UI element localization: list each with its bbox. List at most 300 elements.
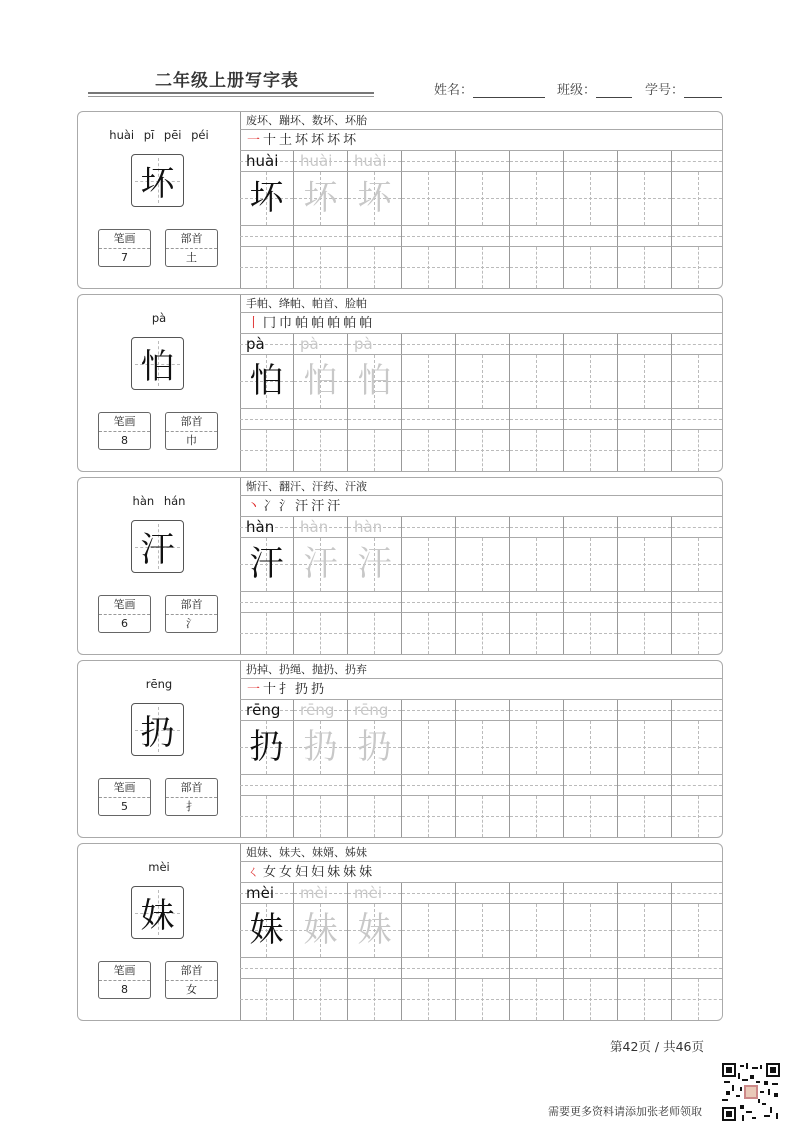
example-words: 废坏、蹦坏、数坏、坏胎	[240, 112, 722, 130]
character-cell[interactable]	[510, 613, 564, 654]
character-info-panel	[78, 478, 241, 654]
pinyin-cell[interactable]	[456, 151, 510, 172]
character-cell[interactable]	[294, 355, 348, 409]
character-cell[interactable]	[348, 247, 402, 288]
main-character: 汗	[140, 530, 175, 570]
pinyin-cell[interactable]	[510, 592, 564, 613]
pinyin-cell[interactable]	[618, 883, 672, 904]
radical-box	[165, 961, 218, 999]
pinyin-cell[interactable]	[564, 409, 618, 430]
pinyin-cell[interactable]	[672, 517, 722, 538]
pinyin-cell[interactable]	[672, 151, 722, 172]
stroke-step: 坏	[295, 133, 310, 148]
pinyin-cell[interactable]	[294, 151, 348, 172]
character-cell[interactable]	[348, 430, 402, 471]
pinyin-model: rēng	[246, 701, 281, 719]
pinyin-model: mèi	[246, 884, 275, 902]
stroke-step: 一	[247, 133, 262, 148]
character-trace: 怕	[357, 361, 392, 401]
character-cell[interactable]	[402, 247, 456, 288]
character-cell[interactable]	[402, 355, 456, 409]
pinyin-cell[interactable]	[672, 592, 722, 613]
stroke-count-value: 6	[121, 617, 128, 630]
character-cell[interactable]	[672, 796, 722, 837]
radical-label: 部首	[166, 779, 217, 798]
stroke-step: 丨	[247, 316, 262, 331]
character-cell[interactable]	[672, 538, 722, 592]
character-cell[interactable]	[402, 979, 456, 1020]
character-cell[interactable]	[618, 721, 672, 775]
stroke-step: 扌	[279, 682, 294, 697]
page-number: 第42页 / 共46页	[610, 1039, 704, 1054]
character-cell[interactable]	[402, 538, 456, 592]
pinyin-cell[interactable]	[294, 517, 348, 538]
character-model: 汗	[249, 544, 284, 584]
pinyin-cell[interactable]	[510, 409, 564, 430]
pinyin-cell[interactable]	[240, 958, 294, 979]
pinyin-readings: pà	[151, 311, 167, 325]
stroke-step: 冂	[263, 316, 278, 331]
character-card	[77, 843, 723, 1021]
character-cell[interactable]	[564, 247, 618, 288]
pinyin-cell[interactable]	[240, 883, 294, 904]
pinyin-cell[interactable]	[294, 700, 348, 721]
character-cell[interactable]	[510, 538, 564, 592]
stroke-step: 帕	[343, 316, 358, 331]
name-field[interactable]	[434, 79, 545, 98]
character-cell[interactable]	[402, 721, 456, 775]
writing-grid[interactable]	[240, 151, 722, 288]
pinyin-cell[interactable]	[294, 958, 348, 979]
writing-grid[interactable]	[240, 334, 722, 471]
pinyin-cell[interactable]	[240, 517, 294, 538]
stroke-step: 坏	[327, 133, 342, 148]
pinyin-trace: rēng	[300, 701, 335, 719]
stroke-count-box	[98, 595, 151, 633]
pinyin-cell[interactable]	[348, 958, 402, 979]
character-model: 坏	[249, 178, 284, 218]
character-cell[interactable]	[672, 979, 722, 1020]
pinyin-cell[interactable]	[240, 151, 294, 172]
number-label: 学号：	[645, 83, 685, 98]
pinyin-cell[interactable]	[294, 226, 348, 247]
class-blank[interactable]	[596, 85, 632, 98]
pinyin-cell[interactable]	[510, 151, 564, 172]
character-cell[interactable]	[240, 721, 294, 775]
pinyin-cell[interactable]	[564, 151, 618, 172]
stroke-step: 帕	[311, 316, 326, 331]
character-cell[interactable]	[294, 796, 348, 837]
practice-panel	[240, 661, 722, 837]
character-cell[interactable]	[456, 355, 510, 409]
pinyin-cell[interactable]	[564, 592, 618, 613]
stroke-step: ㄑ	[247, 865, 262, 880]
pinyin-cell[interactable]	[564, 334, 618, 355]
character-cell[interactable]	[240, 172, 294, 226]
character-cell[interactable]	[510, 904, 564, 958]
character-cell[interactable]	[294, 721, 348, 775]
character-cell[interactable]	[564, 538, 618, 592]
pinyin-cell[interactable]	[402, 775, 456, 796]
radical-value: 扌	[186, 800, 197, 813]
radical-box	[165, 412, 218, 450]
pinyin-trace: huài	[300, 152, 333, 170]
character-cell[interactable]	[456, 904, 510, 958]
character-cell[interactable]	[456, 247, 510, 288]
stroke-count-label: 笔画	[99, 962, 150, 981]
writing-grid[interactable]	[240, 700, 722, 837]
stroke-count-label: 笔画	[99, 779, 150, 798]
main-character-box	[131, 154, 184, 207]
pinyin-cell[interactable]	[348, 334, 402, 355]
pinyin-cell[interactable]	[294, 883, 348, 904]
character-trace: 坏	[303, 178, 338, 218]
pinyin-cell[interactable]	[672, 883, 722, 904]
character-cell[interactable]	[348, 979, 402, 1020]
character-cell[interactable]	[456, 430, 510, 471]
pinyin-cell[interactable]	[618, 151, 672, 172]
pinyin-cell[interactable]	[402, 592, 456, 613]
character-cell[interactable]	[618, 538, 672, 592]
character-cell[interactable]	[456, 721, 510, 775]
character-card	[77, 477, 723, 655]
radical-value: 巾	[186, 434, 197, 447]
pinyin-cell[interactable]	[348, 226, 402, 247]
character-trace: 汗	[303, 544, 338, 584]
pinyin-trace: rēng	[354, 701, 389, 719]
character-cell[interactable]	[240, 904, 294, 958]
pinyin-cell[interactable]	[294, 334, 348, 355]
character-cell[interactable]	[402, 430, 456, 471]
pinyin-cell[interactable]	[510, 700, 564, 721]
character-cell[interactable]	[240, 430, 294, 471]
pinyin-readings: huài pī pēi péi	[109, 128, 209, 142]
example-words: 扔掉、扔绳、抛扔、扔弃	[240, 661, 722, 679]
character-cell[interactable]	[456, 796, 510, 837]
stroke-step: 妹	[359, 865, 374, 880]
character-cell[interactable]	[564, 613, 618, 654]
character-cell[interactable]	[618, 247, 672, 288]
character-cell[interactable]	[240, 355, 294, 409]
character-cell[interactable]	[672, 721, 722, 775]
pinyin-cell[interactable]	[240, 409, 294, 430]
writing-grid[interactable]	[240, 517, 722, 654]
pinyin-cell[interactable]	[672, 775, 722, 796]
stroke-step: 十	[263, 682, 278, 697]
character-cell[interactable]	[348, 796, 402, 837]
stroke-step: 土	[279, 133, 294, 148]
character-cell[interactable]	[456, 538, 510, 592]
stroke-count-value: 7	[121, 251, 128, 264]
character-cell[interactable]	[294, 247, 348, 288]
character-cell[interactable]	[510, 247, 564, 288]
pinyin-cell[interactable]	[672, 409, 722, 430]
pinyin-model: huài	[246, 152, 279, 170]
character-info-panel	[78, 844, 241, 1020]
character-cell[interactable]	[564, 904, 618, 958]
pinyin-cell[interactable]	[240, 334, 294, 355]
stroke-step: 巾	[279, 316, 294, 331]
pinyin-cell[interactable]	[510, 883, 564, 904]
character-cell[interactable]	[402, 172, 456, 226]
pinyin-trace: mèi	[300, 884, 329, 902]
character-trace: 汗	[357, 544, 392, 584]
pinyin-cell[interactable]	[510, 226, 564, 247]
character-cell[interactable]	[348, 355, 402, 409]
character-cell[interactable]	[456, 979, 510, 1020]
character-cell[interactable]	[564, 796, 618, 837]
pinyin-cell[interactable]	[402, 409, 456, 430]
number-field[interactable]	[645, 79, 722, 98]
character-info-panel	[78, 661, 241, 837]
pinyin-cell[interactable]	[672, 958, 722, 979]
stroke-step: 十	[263, 133, 278, 148]
pinyin-cell[interactable]	[348, 592, 402, 613]
character-cell[interactable]	[510, 172, 564, 226]
pinyin-cell[interactable]	[618, 592, 672, 613]
pinyin-cell[interactable]	[510, 958, 564, 979]
character-cell[interactable]	[294, 613, 348, 654]
pinyin-cell[interactable]	[456, 517, 510, 538]
character-cell[interactable]	[348, 172, 402, 226]
character-cell[interactable]	[510, 355, 564, 409]
pinyin-cell[interactable]	[240, 700, 294, 721]
name-blank[interactable]	[473, 85, 545, 98]
character-cell[interactable]	[240, 247, 294, 288]
character-cell[interactable]	[564, 355, 618, 409]
pinyin-cell[interactable]	[402, 226, 456, 247]
character-cell[interactable]	[348, 904, 402, 958]
pinyin-cell[interactable]	[294, 592, 348, 613]
character-cell[interactable]	[456, 613, 510, 654]
pinyin-cell[interactable]	[456, 334, 510, 355]
pinyin-cell[interactable]	[618, 334, 672, 355]
character-cell[interactable]	[672, 172, 722, 226]
pinyin-trace: mèi	[354, 884, 383, 902]
character-cell[interactable]	[564, 979, 618, 1020]
pinyin-readings: mèi	[148, 860, 170, 874]
character-cell[interactable]	[240, 979, 294, 1020]
stroke-order	[240, 496, 722, 517]
worksheet-title: 二年级上册写字表	[155, 71, 299, 91]
character-cell[interactable]	[402, 796, 456, 837]
name-label: 姓名：	[434, 83, 474, 98]
stroke-step: 汗	[311, 499, 326, 514]
pinyin-cell[interactable]	[564, 700, 618, 721]
stroke-step: 扔	[311, 682, 326, 697]
character-cell[interactable]	[402, 904, 456, 958]
stroke-step: 女	[279, 865, 294, 880]
character-cell[interactable]	[618, 613, 672, 654]
character-cell[interactable]	[510, 796, 564, 837]
writing-grid[interactable]	[240, 883, 722, 1020]
stroke-step: 丶	[247, 499, 262, 514]
pinyin-model: pà	[246, 335, 265, 353]
pinyin-cell[interactable]	[564, 226, 618, 247]
pinyin-cell[interactable]	[456, 592, 510, 613]
practice-panel	[240, 478, 722, 654]
character-trace: 怕	[303, 361, 338, 401]
stroke-count-value: 8	[121, 434, 128, 447]
stroke-step: 冫	[263, 499, 278, 514]
stroke-count-label: 笔画	[99, 596, 150, 615]
character-trace: 妹	[303, 910, 338, 950]
stroke-step: 汗	[327, 499, 342, 514]
character-cell[interactable]	[672, 355, 722, 409]
character-cell[interactable]	[564, 172, 618, 226]
practice-panel	[240, 844, 722, 1020]
radical-box	[165, 229, 218, 267]
character-cell[interactable]	[294, 538, 348, 592]
pinyin-cell[interactable]	[456, 883, 510, 904]
footer-note: 需要更多资料请添加张老师领取	[548, 1105, 702, 1118]
pinyin-cell[interactable]	[348, 700, 402, 721]
radical-value: 氵	[186, 617, 197, 630]
pinyin-cell[interactable]	[618, 517, 672, 538]
radical-label: 部首	[166, 230, 217, 249]
example-words: 手帕、绛帕、帕首、脸帕	[240, 295, 722, 313]
pinyin-cell[interactable]	[240, 592, 294, 613]
character-cell[interactable]	[618, 172, 672, 226]
stroke-step: 妹	[343, 865, 358, 880]
character-cell[interactable]	[672, 430, 722, 471]
pinyin-cell[interactable]	[348, 151, 402, 172]
stroke-step: 妹	[327, 865, 342, 880]
character-cell[interactable]	[618, 904, 672, 958]
pinyin-cell[interactable]	[618, 226, 672, 247]
stroke-step: 汗	[295, 499, 310, 514]
stroke-count-label: 笔画	[99, 230, 150, 249]
main-character-box	[131, 703, 184, 756]
pinyin-cell[interactable]	[240, 226, 294, 247]
character-cell[interactable]	[510, 979, 564, 1020]
character-card	[77, 294, 723, 472]
character-cell[interactable]	[510, 721, 564, 775]
pinyin-cell[interactable]	[618, 409, 672, 430]
main-character: 扔	[140, 713, 175, 753]
radical-label: 部首	[166, 596, 217, 615]
class-label: 班级：	[557, 83, 597, 98]
character-cell[interactable]	[618, 796, 672, 837]
character-cell[interactable]	[618, 355, 672, 409]
pinyin-cell[interactable]	[456, 958, 510, 979]
character-info-panel	[78, 295, 241, 471]
stroke-order	[240, 313, 722, 334]
pinyin-cell[interactable]	[402, 151, 456, 172]
character-cell[interactable]	[672, 247, 722, 288]
character-cell[interactable]	[348, 538, 402, 592]
stroke-count-box	[98, 412, 151, 450]
character-trace: 妹	[357, 910, 392, 950]
character-cell[interactable]	[564, 430, 618, 471]
pinyin-cell[interactable]	[456, 700, 510, 721]
pinyin-cell[interactable]	[402, 958, 456, 979]
character-cell[interactable]	[240, 538, 294, 592]
character-cell[interactable]	[402, 613, 456, 654]
pinyin-model: hàn	[246, 518, 275, 536]
pinyin-cell[interactable]	[672, 334, 722, 355]
character-cell[interactable]	[510, 430, 564, 471]
main-character-box	[131, 520, 184, 573]
pinyin-cell[interactable]	[402, 700, 456, 721]
pinyin-readings: hàn hán	[132, 494, 186, 508]
main-character-box	[131, 886, 184, 939]
character-cell[interactable]	[294, 430, 348, 471]
pinyin-cell[interactable]	[348, 775, 402, 796]
character-card	[77, 111, 723, 289]
character-cell[interactable]	[294, 979, 348, 1020]
stroke-step: 帕	[295, 316, 310, 331]
pinyin-cell[interactable]	[618, 775, 672, 796]
character-cell[interactable]	[294, 172, 348, 226]
pinyin-cell[interactable]	[510, 775, 564, 796]
pinyin-cell[interactable]	[456, 775, 510, 796]
class-field[interactable]	[557, 79, 632, 98]
stroke-count-box	[98, 229, 151, 267]
stroke-order	[240, 679, 722, 700]
stroke-order	[240, 130, 722, 151]
pinyin-cell[interactable]	[294, 409, 348, 430]
pinyin-cell[interactable]	[348, 517, 402, 538]
pinyin-cell[interactable]	[456, 226, 510, 247]
pinyin-cell[interactable]	[618, 958, 672, 979]
stroke-step: 妇	[295, 865, 310, 880]
pinyin-cell[interactable]	[402, 517, 456, 538]
pinyin-cell[interactable]	[348, 883, 402, 904]
pinyin-cell[interactable]	[456, 409, 510, 430]
character-cell[interactable]	[618, 979, 672, 1020]
pinyin-cell[interactable]	[564, 883, 618, 904]
pinyin-cell[interactable]	[564, 775, 618, 796]
number-blank[interactable]	[684, 85, 722, 98]
character-cell[interactable]	[672, 613, 722, 654]
pinyin-cell[interactable]	[618, 700, 672, 721]
pinyin-cell[interactable]	[672, 226, 722, 247]
pinyin-cell[interactable]	[402, 883, 456, 904]
pinyin-cell[interactable]	[348, 409, 402, 430]
character-trace: 坏	[357, 178, 392, 218]
radical-box	[165, 595, 218, 633]
stroke-step: 帕	[327, 316, 342, 331]
pinyin-cell[interactable]	[564, 517, 618, 538]
pinyin-cell[interactable]	[672, 700, 722, 721]
example-words: 姐妹、妹夫、妹婿、姊妹	[240, 844, 722, 862]
character-cell[interactable]	[348, 721, 402, 775]
pinyin-cell[interactable]	[294, 775, 348, 796]
pinyin-cell[interactable]	[510, 517, 564, 538]
character-cell[interactable]	[618, 430, 672, 471]
character-cell[interactable]	[240, 796, 294, 837]
character-trace: 扔	[303, 727, 338, 767]
pinyin-trace: pà	[300, 335, 319, 353]
title-rule	[88, 96, 374, 97]
character-cell[interactable]	[456, 172, 510, 226]
pinyin-cell[interactable]	[240, 775, 294, 796]
pinyin-cell[interactable]	[510, 334, 564, 355]
character-cell[interactable]	[348, 613, 402, 654]
radical-label: 部首	[166, 413, 217, 432]
character-info-panel	[78, 112, 241, 288]
qr-code-icon	[722, 1063, 780, 1121]
character-cell[interactable]	[294, 904, 348, 958]
stroke-step: 女	[263, 865, 278, 880]
character-cell[interactable]	[240, 613, 294, 654]
stroke-step: 坏	[343, 133, 358, 148]
pinyin-cell[interactable]	[402, 334, 456, 355]
character-cell[interactable]	[564, 721, 618, 775]
pinyin-cell[interactable]	[564, 958, 618, 979]
character-cell[interactable]	[672, 904, 722, 958]
